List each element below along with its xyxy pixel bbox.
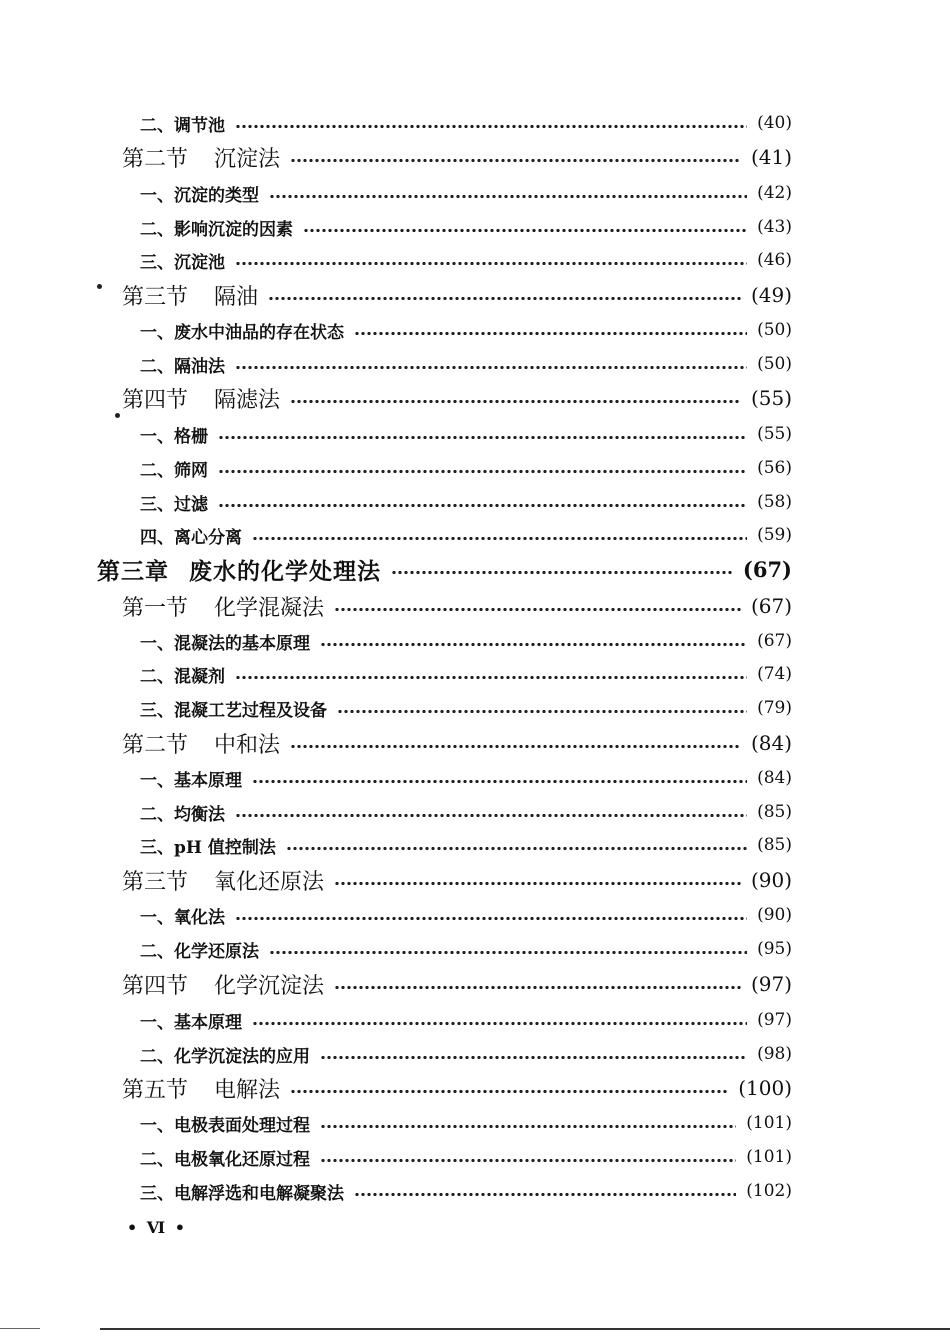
toc-entry-label: 三、沉淀池 [140, 252, 225, 273]
toc-entry-label: 三、电解浮选和电解凝聚法 [140, 1183, 344, 1204]
dot-leader [235, 262, 747, 265]
dot-leader [290, 159, 741, 162]
toc-entry-sub [140, 763, 792, 793]
toc-page-number: (50) [757, 354, 792, 374]
toc-page-number: (90) [750, 868, 792, 892]
toc-entry-title [140, 696, 327, 721]
toc-page-number: (67) [750, 594, 792, 618]
toc-entry-sub [140, 212, 792, 242]
toc-entry-section [122, 383, 792, 413]
toc-entry-label: 二、影响沉淀的因素 [140, 219, 293, 240]
toc-entry-section [122, 728, 792, 758]
toc-entry-label: 一、混凝法的基本原理 [140, 633, 310, 654]
toc-entry-title [122, 383, 280, 414]
toc-page-number: (85) [757, 802, 792, 822]
dot-leader [286, 847, 747, 850]
toc-entry-section [122, 142, 792, 172]
dot-leader [235, 917, 747, 920]
dot-leader [303, 229, 747, 232]
dot-leader [354, 332, 747, 335]
toc-page-number: (43) [757, 217, 792, 237]
toc-entry-sub [140, 1108, 792, 1138]
toc-page-number: (79) [757, 698, 792, 718]
toc-entry-title [140, 1179, 344, 1204]
scan-speck [115, 413, 120, 418]
toc-entry-label: 三、过滤 [140, 494, 208, 515]
dot-leader [320, 1159, 736, 1162]
toc-entry-title [97, 553, 381, 586]
toc-entry-heading: 中和法 [214, 732, 281, 758]
toc-entry-title [140, 1008, 242, 1033]
toc-entry-label: 一、废水中油品的存在状态 [140, 322, 344, 343]
toc-page-number: (100) [738, 1076, 792, 1100]
toc-entry-title [122, 969, 324, 1000]
toc-entry-title [122, 1073, 280, 1104]
toc-entry-label: 三、pH 值控制法 [140, 837, 276, 858]
toc-page-number: (56) [757, 458, 792, 478]
toc-entry-label: 第四节 [122, 387, 189, 413]
toc-entry-title [140, 766, 242, 791]
toc-entry-label: 一、格栅 [140, 426, 208, 447]
toc-entry-label: 二、电极氧化还原过程 [140, 1149, 310, 1170]
dot-leader [235, 125, 747, 128]
toc-entry-heading: 隔油 [214, 284, 259, 310]
toc-entry-title [140, 215, 293, 240]
toc-entry-title [122, 591, 324, 622]
toc-entry-heading: 隔滤法 [214, 387, 281, 413]
toc-page-number: (55) [750, 386, 792, 410]
dot-leader [218, 436, 747, 439]
bottom-rule [100, 1328, 950, 1330]
dot-leader [269, 951, 747, 954]
dot-leader [290, 745, 741, 748]
toc-page-number: (41) [750, 145, 792, 169]
dot-leader [218, 470, 747, 473]
toc-entry-title [140, 1042, 310, 1067]
toc-entry-sub [140, 1039, 792, 1069]
toc-entry-label: 一、沉淀的类型 [140, 185, 259, 206]
dot-leader [290, 1090, 728, 1093]
toc-page-number: (49) [750, 283, 792, 307]
toc-entry-section [122, 280, 792, 310]
dot-leader [334, 608, 741, 611]
toc-entry-label: 一、电极表面处理过程 [140, 1115, 310, 1136]
toc-entry-sub [140, 315, 792, 345]
toc-entry-sub [140, 108, 792, 138]
toc-entry-sub [140, 520, 792, 550]
toc-page-number: (101) [746, 1113, 792, 1133]
toc-entry-heading: 废水的化学处理法 [189, 557, 381, 585]
toc-entry-sub [140, 1142, 792, 1172]
toc-entry-label: 第四节 [122, 973, 189, 999]
toc-entry-label: 第五节 [122, 1077, 189, 1103]
toc-entry-title [140, 903, 225, 928]
toc-entry-title [140, 523, 242, 548]
toc-entry-title [140, 1111, 310, 1136]
toc-page-number: (59) [757, 525, 792, 545]
toc-entry-chapter [97, 554, 792, 584]
toc-entry-label: 一、氧化法 [140, 907, 225, 928]
toc-entry-title [140, 800, 225, 825]
dot-leader [252, 780, 747, 783]
toc-entry-section [122, 969, 792, 999]
toc-page-number: (67) [757, 631, 792, 651]
dot-leader [268, 297, 741, 300]
dot-leader [320, 1125, 736, 1128]
dot-leader [337, 710, 747, 713]
toc-entry-title [140, 490, 208, 515]
toc-entry-section [122, 591, 792, 621]
toc-entry-section [122, 865, 792, 895]
toc-entry-title [140, 937, 259, 962]
dot-leader [354, 1193, 736, 1196]
dot-leader [320, 1056, 747, 1059]
toc-entry-title [122, 865, 324, 896]
toc-entry-sub [140, 1176, 792, 1206]
toc-entry-sub [140, 900, 792, 930]
dot-leader [320, 643, 747, 646]
dot-leader [269, 195, 747, 198]
toc-entry-sub [140, 453, 792, 483]
toc-page-number: (40) [757, 113, 792, 133]
toc-page-number: (55) [757, 424, 792, 444]
toc-entry-label: 一、基本原理 [140, 1012, 242, 1033]
toc-entry-title [140, 318, 344, 343]
dot-leader [252, 537, 747, 540]
toc-entry-label: 三、混凝工艺过程及设备 [140, 700, 327, 721]
toc-entry-title [140, 629, 310, 654]
toc-entry-sub [140, 693, 792, 723]
toc-entry-sub [140, 349, 792, 379]
toc-entry-label: 第三节 [122, 284, 189, 310]
toc-entry-sub [140, 1005, 792, 1035]
toc-entry-label: 二、混凝剂 [140, 666, 225, 687]
toc-page-number: (102) [746, 1181, 792, 1201]
toc-entry-sub [140, 245, 792, 275]
toc-entry-label: 四、离心分离 [140, 527, 242, 548]
toc-entry-heading: 氧化还原法 [214, 869, 325, 895]
toc-entry-sub [140, 626, 792, 656]
toc-page-number: (85) [757, 835, 792, 855]
toc-entry-section [122, 1073, 792, 1103]
toc-page-number: (97) [750, 972, 792, 996]
scan-speck [97, 284, 102, 289]
toc-entry-label: 二、调节池 [140, 115, 225, 136]
toc-entry-sub [140, 419, 792, 449]
toc-entry-title [140, 111, 225, 136]
toc-entry-title [122, 280, 258, 311]
toc-entry-title [140, 248, 225, 273]
toc-entry-heading: 化学沉淀法 [214, 973, 325, 999]
toc-entry-label: 一、基本原理 [140, 770, 242, 791]
toc-entry-sub [140, 178, 792, 208]
toc-entry-title [140, 1145, 310, 1170]
dot-leader [334, 986, 741, 989]
dot-leader [334, 882, 741, 885]
toc-entry-label: 二、化学还原法 [140, 941, 259, 962]
dot-leader [391, 571, 733, 574]
toc-page-number: (95) [757, 939, 792, 959]
bottom-rule-left [0, 1328, 40, 1329]
toc-entry-sub [140, 797, 792, 827]
toc-entry-sub [140, 659, 792, 689]
toc-entry-label: 第三章 [97, 557, 169, 585]
toc-entry-label: 二、化学沉淀法的应用 [140, 1046, 310, 1067]
toc-entry-heading: 电解法 [214, 1077, 281, 1103]
toc-page-number: (42) [757, 183, 792, 203]
toc-entry-label: 第二节 [122, 732, 189, 758]
toc-entry-title [122, 728, 280, 759]
toc-page-number: (84) [750, 731, 792, 755]
toc-page-number: (97) [757, 1010, 792, 1030]
toc-entry-label: 第三节 [122, 869, 189, 895]
toc-entry-sub [140, 487, 792, 517]
toc-entry-sub [140, 934, 792, 964]
dot-leader [235, 814, 747, 817]
toc-entry-title [140, 456, 208, 481]
dot-leader [235, 676, 747, 679]
toc-entry-heading: 沉淀法 [214, 146, 281, 172]
toc-entry-label: 第一节 [122, 595, 189, 621]
toc-page-number: (98) [757, 1044, 792, 1064]
toc-entry-heading: 化学混凝法 [214, 595, 325, 621]
toc-entry-title [140, 181, 259, 206]
dot-leader [235, 366, 747, 369]
toc-page-number: (46) [757, 250, 792, 270]
toc-entry-title [140, 662, 225, 687]
toc-entry-label: 二、隔油法 [140, 356, 225, 377]
toc-entry-label: 二、均衡法 [140, 804, 225, 825]
toc-entry-label: 第二节 [122, 146, 189, 172]
toc-page-number: (74) [757, 664, 792, 684]
toc-entry-title [140, 833, 276, 858]
dot-leader [252, 1022, 747, 1025]
dot-leader [218, 504, 747, 507]
toc-entry-title [140, 352, 225, 377]
dot-leader [290, 400, 741, 403]
page-number: • Ⅵ • [127, 1218, 187, 1237]
toc-page-number: (58) [757, 492, 792, 512]
toc-entry-title [140, 422, 208, 447]
toc-page-number: (90) [757, 905, 792, 925]
toc-page-number: (50) [757, 320, 792, 340]
toc-page-number: (101) [746, 1147, 792, 1167]
toc-entry-sub [140, 830, 792, 860]
toc-page-number: (84) [757, 768, 792, 788]
toc-page-number: (67) [742, 556, 792, 582]
toc-entry-title [122, 142, 280, 173]
toc-entry-label: 二、筛网 [140, 460, 208, 481]
